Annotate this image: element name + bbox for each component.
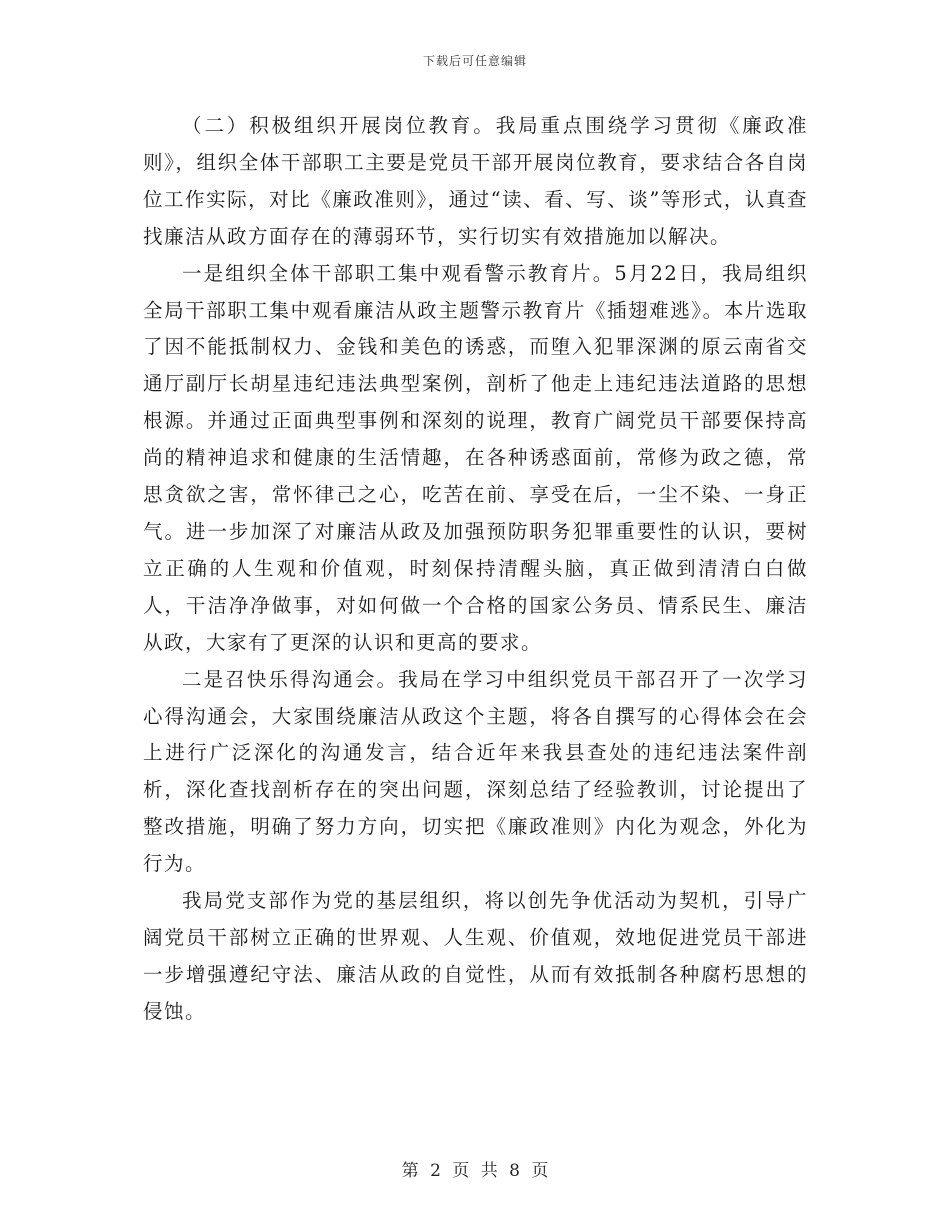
paragraph-exchange-meeting: 二是召快乐得沟通会。我局在学习中组织党员干部召开了一次学习心得沟通会，大家围绕廉洁从政这个主题，将各自撰写的心得体会在会上进行广泛深化的沟通发言，结合近年来我县查处的违纪违法案件剖析，深化查找剖析存在的突出问题，深刻总结了经验教训，讨论提出了整改措施，明确了努力方向，切实把《廉政准则》内化为观念，外化为行为。 [143,667,808,876]
paragraph-post-education: （二）积极组织开展岗位教育。我局重点围绕学习贯彻《廉政准则》，组织全体干部职工主要是党员干部开展岗位教育，要求结合各自岗位工作实际，对比《廉政准则》，通过“读、看、写、谈”等形式，认真查找廉洁从政方面存在的薄弱环节，实行切实有效措施加以解决。 [143,114,808,248]
document-body [143,108,808,1031]
paragraph-conclusion: 我局党支部作为党的基层组织，将以创先争优活动为契机，引导广阔党员干部树立正确的世界观、人生观、价值观，效地促进党员干部进一步增强遵纪守法、廉洁从政的自觉性，从而有效抵制各种腐朽思想的侵蚀。 [143,889,808,1023]
paragraph-warning-film: 一是组织全体干部职工集中观看警示教育片。5月22日，我局组织全局干部职工集中观看廉洁从政主题警示教育片《插翅难逃》。本片选取了因不能抵制权力、金钱和美色的诱惑，而堕入犯罪深渊的原云南省交通厅副厅长胡星违纪违法典型案例，剖析了他走上违纪违法道路的思想根源。并通过正面典型事例和深刻的说理，教育广阔党员干部要保持高尚的精神追求和健康的生活情趣，在各种诱惑面前，常修为政之德，常思贪欲之害，常怀律己之心，吃苦在前、享受在后，一尘不染、一身正气。进一步加深了对廉洁从政及加强预防职务犯罪重要性的认识，要树立正确的人生观和价值观，时刻保持清醒头脑，真正做到清清白白做人，干洁净净做事，对如何做一个合格的国家公务员、情系民生、廉洁从政，大家有了更深的认识和更高的要求。 [143,261,808,654]
page-number: 第 2 页 共 8 页 [401,1161,549,1181]
page-header: 下载后可任意编辑 [422,54,527,68]
